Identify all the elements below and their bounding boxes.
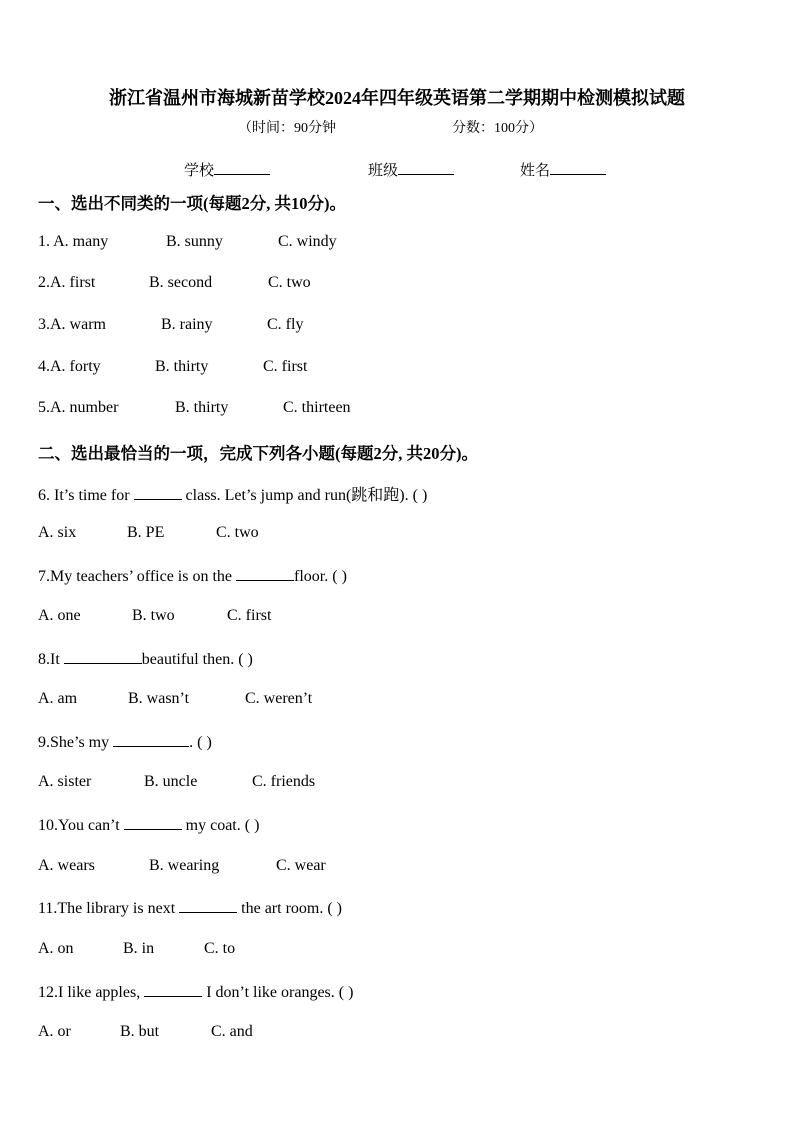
item-number: 4. — [38, 358, 50, 375]
option-c[interactable]: C. first — [227, 607, 272, 624]
s1-item-4 — [38, 358, 308, 376]
answer-blank[interactable] — [134, 485, 182, 500]
school-field — [184, 159, 270, 180]
s1-item-3 — [38, 316, 304, 334]
option-b[interactable]: B. in — [123, 940, 155, 957]
answer-blank[interactable] — [236, 566, 294, 581]
option-b[interactable]: B. sunny — [166, 233, 223, 250]
question-text-post: beautiful then. ( ) — [141, 651, 253, 668]
option-c[interactable]: C. wear — [276, 857, 326, 874]
option-c[interactable]: C. thirteen — [283, 399, 351, 416]
class-blank[interactable] — [398, 160, 454, 175]
answer-blank[interactable] — [124, 815, 182, 830]
exam-time: （时间：90分钟 — [238, 121, 336, 136]
question-9-options — [38, 773, 316, 791]
question-8-options — [38, 690, 313, 708]
option-a[interactable]: A. first — [50, 274, 96, 291]
exam-title: 浙江省温州市海城新苗学校2024年四年级英语第二学期期中检测模拟试题 — [109, 88, 685, 108]
question-9 — [38, 732, 212, 752]
s1-item-5 — [38, 399, 351, 417]
question-8 — [38, 649, 253, 669]
option-b[interactable]: B. but — [120, 1023, 160, 1040]
option-c[interactable]: C. weren’t — [245, 690, 313, 707]
item-number: 2. — [38, 274, 50, 291]
question-text-post: class. Let’s jump and run(跳和跑). ( ) — [181, 487, 428, 504]
answer-blank[interactable] — [64, 649, 142, 664]
question-text-pre: 12.I like apples, — [38, 984, 145, 1001]
option-b[interactable]: B. PE — [127, 524, 165, 541]
item-number: 5. — [38, 399, 50, 416]
option-c[interactable]: C. two — [216, 524, 259, 541]
question-11 — [38, 898, 342, 918]
question-10-options — [38, 857, 326, 875]
question-10 — [38, 815, 259, 835]
question-text-pre: 11.The library is next — [38, 900, 180, 917]
school-label: 学校 — [184, 163, 215, 179]
option-c[interactable]: C. and — [211, 1023, 253, 1040]
option-c[interactable]: C. to — [204, 940, 236, 957]
name-label: 姓名 — [520, 163, 551, 179]
option-b[interactable]: B. two — [132, 607, 175, 624]
option-a[interactable]: A. on — [38, 940, 74, 957]
question-text-pre: 7.My teachers’ office is on the — [38, 568, 237, 585]
option-a[interactable]: A. one — [38, 607, 81, 624]
question-text-pre: 6. It’s time for — [38, 487, 134, 504]
question-12-options — [38, 1023, 253, 1041]
question-7-options — [38, 607, 272, 625]
option-a[interactable]: A. number — [50, 399, 119, 416]
option-b[interactable]: B. wasn’t — [128, 690, 190, 707]
item-number: 1. — [38, 233, 54, 250]
class-field — [368, 159, 454, 180]
question-text-pre: 10.You can’t — [38, 817, 124, 834]
option-c[interactable]: C. fly — [267, 316, 304, 333]
option-a[interactable]: A. many — [53, 233, 109, 250]
question-text-pre: 8.It — [38, 651, 64, 668]
question-6-options — [38, 524, 259, 542]
question-text-post: my coat. ( ) — [181, 817, 260, 834]
section2-heading: 二、选出最恰当的一项，完成下列各小题(每题2分, 共20分)。 — [38, 444, 478, 463]
answer-blank[interactable] — [113, 732, 189, 747]
option-b[interactable]: B. thirty — [175, 399, 229, 416]
option-a[interactable]: A. am — [38, 690, 78, 707]
option-c[interactable]: C. windy — [278, 233, 337, 250]
section1-heading: 一、选出不同类的一项(每题2分, 共10分)。 — [38, 194, 346, 213]
option-a[interactable]: A. wears — [38, 857, 95, 874]
option-b[interactable]: B. second — [149, 274, 213, 291]
exam-score: 分数：100分） — [452, 121, 543, 136]
option-c[interactable]: C. friends — [252, 773, 316, 790]
option-c[interactable]: C. first — [263, 358, 308, 375]
question-text-pre: 9.She’s my — [38, 734, 114, 751]
option-b[interactable]: B. thirty — [155, 358, 209, 375]
question-text-post: . ( ) — [189, 734, 212, 751]
option-a[interactable]: A. or — [38, 1023, 71, 1040]
option-a[interactable]: A. forty — [50, 358, 101, 375]
item-number: 3. — [38, 316, 50, 333]
name-field — [520, 159, 606, 180]
option-a[interactable]: A. warm — [50, 316, 106, 333]
option-b[interactable]: B. wearing — [149, 857, 220, 874]
option-a[interactable]: A. six — [38, 524, 77, 541]
option-a[interactable]: A. sister — [38, 773, 92, 790]
name-blank[interactable] — [550, 160, 606, 175]
class-label: 班级 — [368, 163, 399, 179]
question-12 — [38, 982, 353, 1002]
option-c[interactable]: C. two — [268, 274, 311, 291]
answer-blank[interactable] — [179, 898, 237, 913]
question-6 — [38, 482, 427, 505]
answer-blank[interactable] — [144, 982, 202, 997]
s1-item-2 — [38, 274, 311, 292]
question-text-post: floor. ( ) — [294, 568, 347, 585]
option-b[interactable]: B. uncle — [144, 773, 198, 790]
school-blank[interactable] — [214, 160, 270, 175]
question-text-post: the art room. ( ) — [237, 900, 343, 917]
question-7 — [38, 566, 347, 586]
question-11-options — [38, 940, 236, 958]
s1-item-1 — [38, 233, 337, 251]
question-text-post: I don’t like oranges. ( ) — [202, 984, 354, 1001]
option-b[interactable]: B. rainy — [161, 316, 213, 333]
